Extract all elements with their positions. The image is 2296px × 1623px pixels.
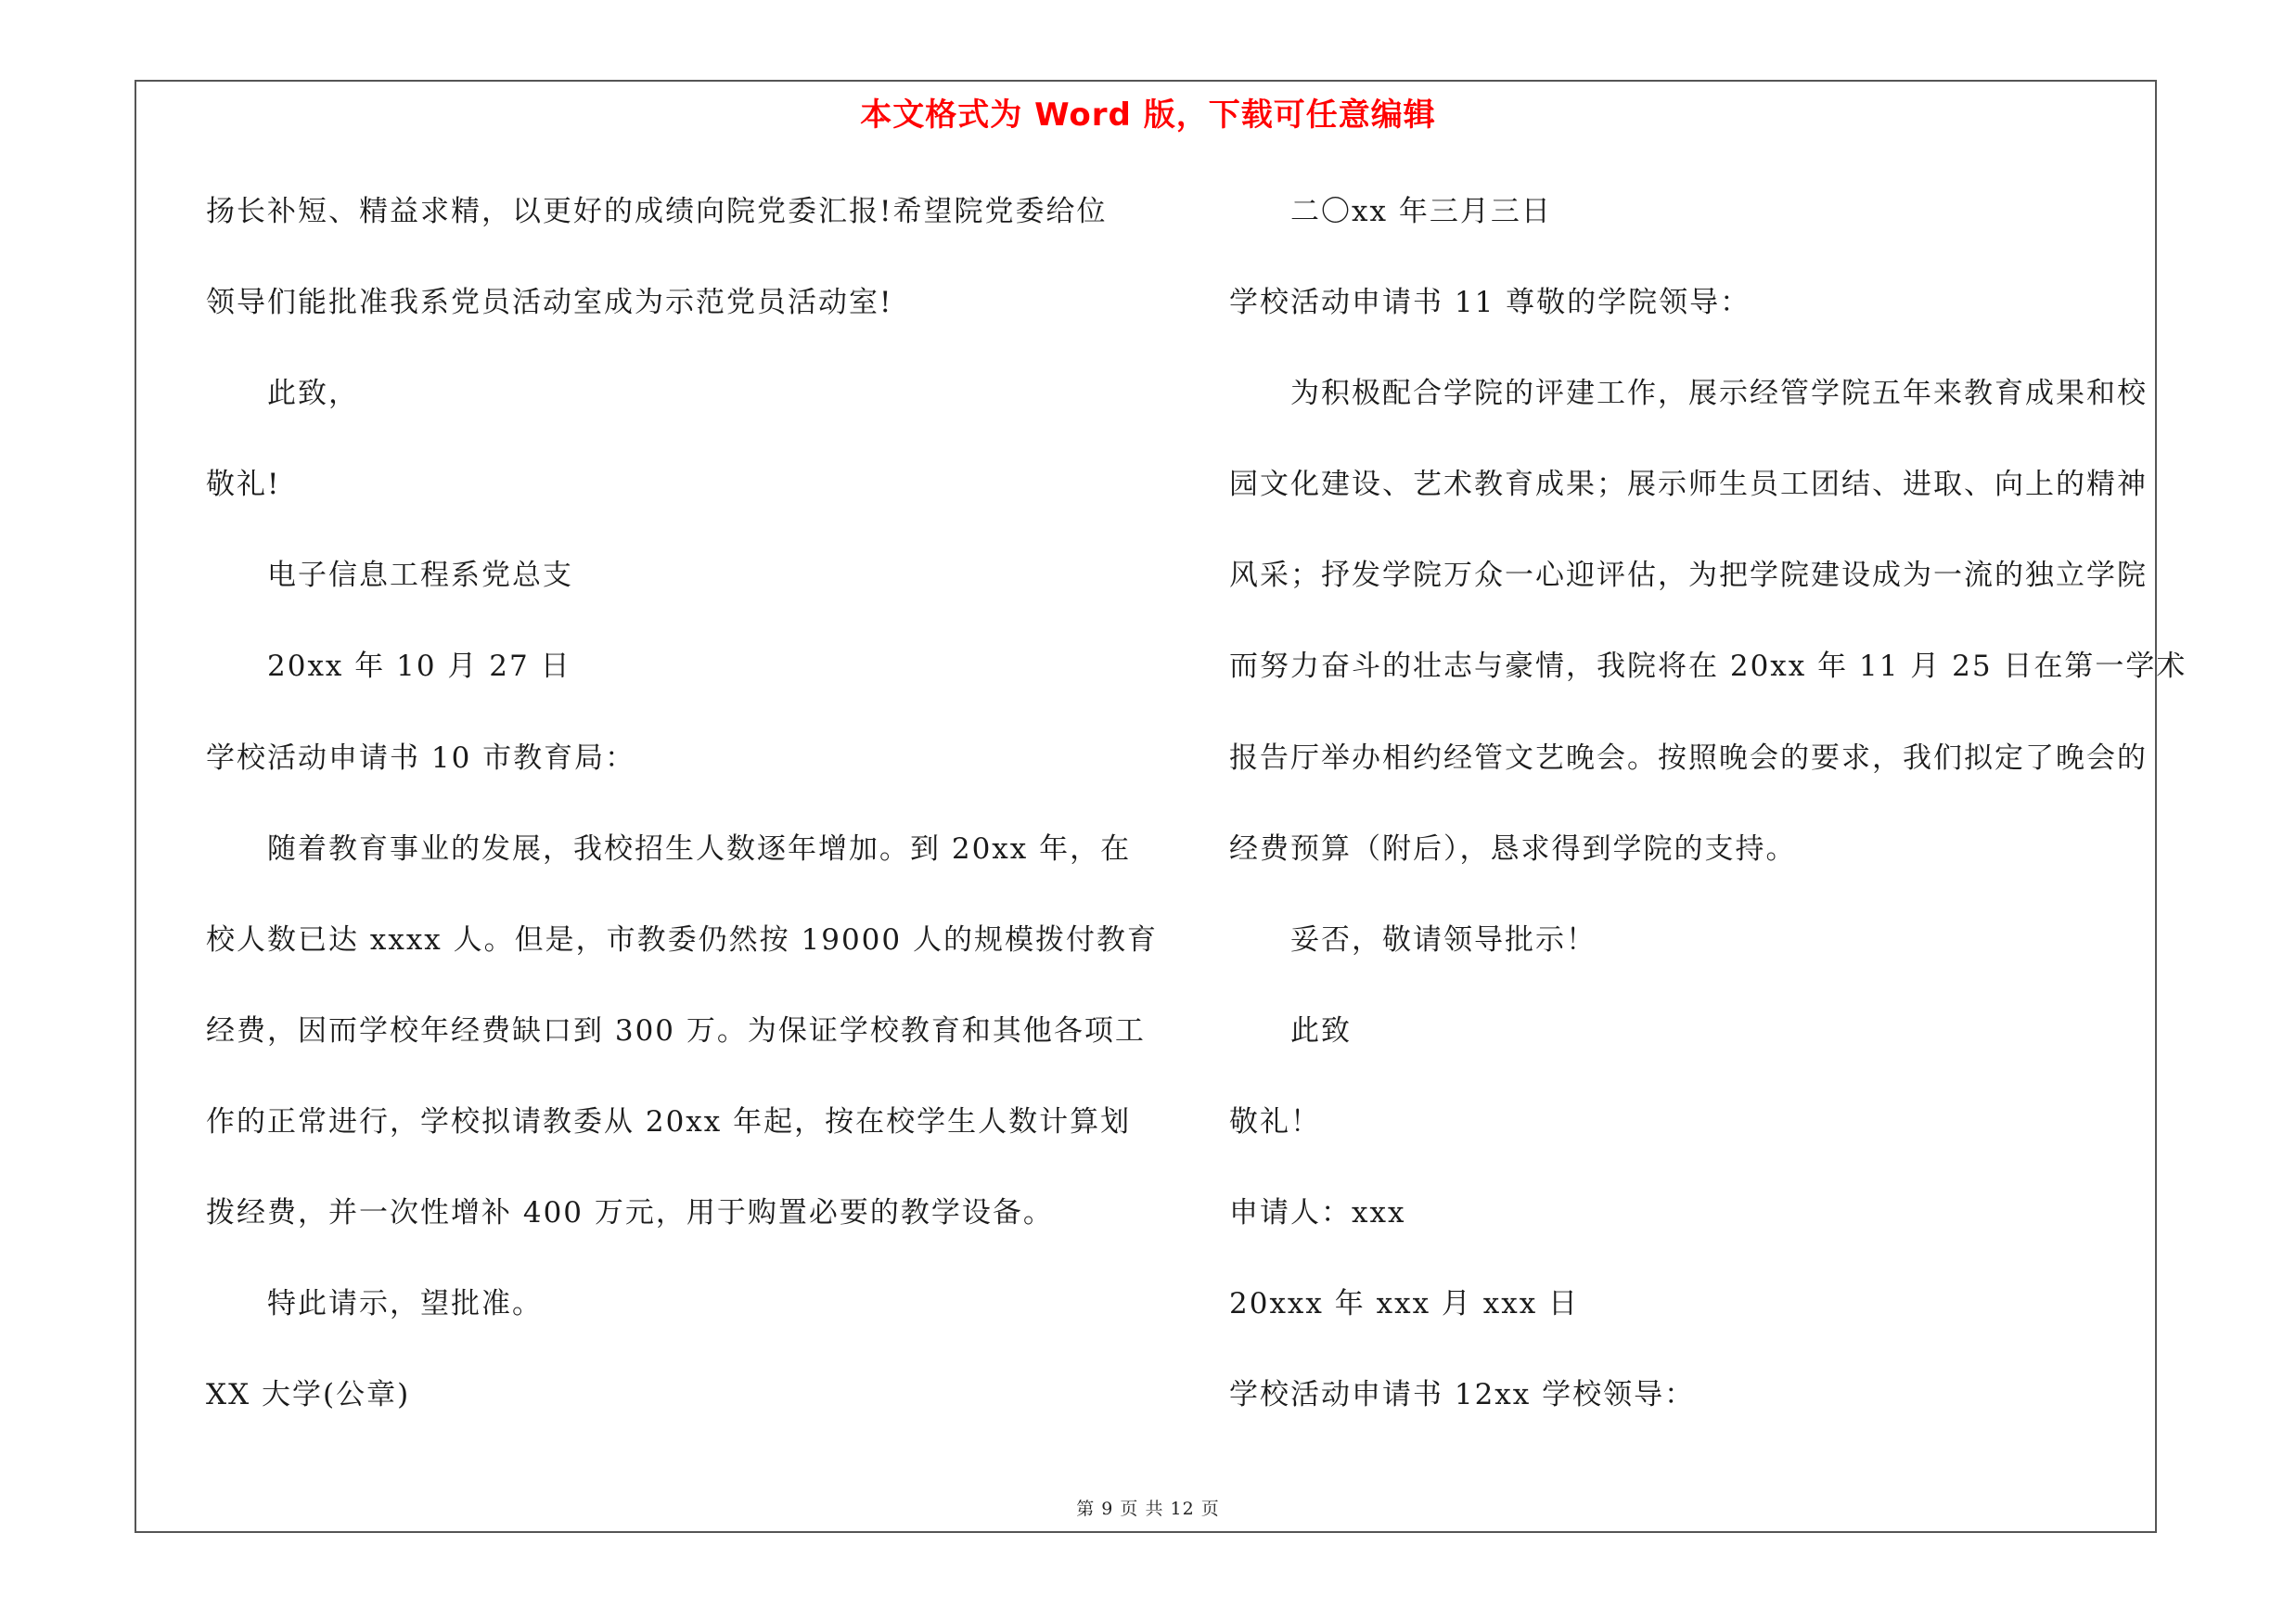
paragraph-line: 而努力奋斗的壮志与豪情，我院将在 20xx 年 11 月 25 日在第一学术 [1229,650,2187,684]
paragraph-line: 学校活动申请书 12xx 学校领导： [1229,1378,1696,1412]
paragraph-line: 风采；抒发学院万众一心迎评估，为把学院建设成为一流的独立学院 [1229,559,2148,593]
paragraph-line: 20xx 年 10 月 27 日 [267,650,571,684]
paragraph-line: 经费预算（附后），恳求得到学院的支持。 [1229,831,1797,866]
paragraph-line: 为积极配合学院的评建工作，展示经管学院五年来教育成果和校 [1290,377,2148,411]
paragraph-line: 敬礼！ [1229,1104,1321,1139]
paragraph-line: 领导们能批准我系党员活动室成为示范党员活动室! [206,286,893,320]
paragraph-line: 报告厅举办相约经管文艺晚会。按照晚会的要求，我们拟定了晚会的 [1229,741,2148,775]
paragraph-line: 此致， [267,377,359,411]
paragraph-line: 特此请示，望批准。 [267,1287,543,1321]
paragraph-line: XX 大学(公章) [206,1378,411,1412]
paragraph-line: 申请人：xxx [1229,1196,1406,1230]
paragraph-line: 经费，因而学校年经费缺口到 300 万。为保证学校教育和其他各项工 [206,1013,1146,1048]
paragraph-line: 校人数已达 xxxx 人。但是，市教委仍然按 19000 人的规模拨付教育 [206,922,1158,957]
paragraph-line: 此致 [1290,1013,1352,1048]
paragraph-line: 园文化建设、艺术教育成果；展示师生员工团结、进取、向上的精神 [1229,468,2148,502]
paragraph-line: 拨经费，并一次性增补 400 万元，用于购置必要的教学设备。 [206,1196,1054,1230]
paragraph-line: 学校活动申请书 11 尊敬的学院领导： [1229,286,1751,320]
word-format-banner: 本文格式为 Word 版，下载可任意编辑 [860,97,1436,134]
left-column [206,186,1158,1460]
right-column [1229,186,2187,1460]
paragraph-line: 敬礼! [206,468,281,502]
paragraph-line: 二〇xx 年三月三日 [1290,195,1552,228]
paragraph-line: 20xxx 年 xxx 月 xxx 日 [1229,1287,1580,1321]
paragraph-line: 扬长补短、精益求精，以更好的成绩向院党委汇报!希望院党委给位 [206,195,1108,228]
paragraph-line: 随着教育事业的发展，我校招生人数逐年增加。到 20xx 年，在 [267,831,1132,866]
paragraph-line: 作的正常进行，学校拟请教委从 20xx 年起，按在校学生人数计算划 [206,1104,1132,1139]
page-number-footer: 第 9 页 共 12 页 [1076,1499,1220,1519]
paragraph-line: 电子信息工程系党总支 [267,559,573,593]
paragraph-line: 妥否，敬请领导批示！ [1290,922,1597,957]
paragraph-line: 学校活动申请书 10 市教育局： [206,741,636,775]
